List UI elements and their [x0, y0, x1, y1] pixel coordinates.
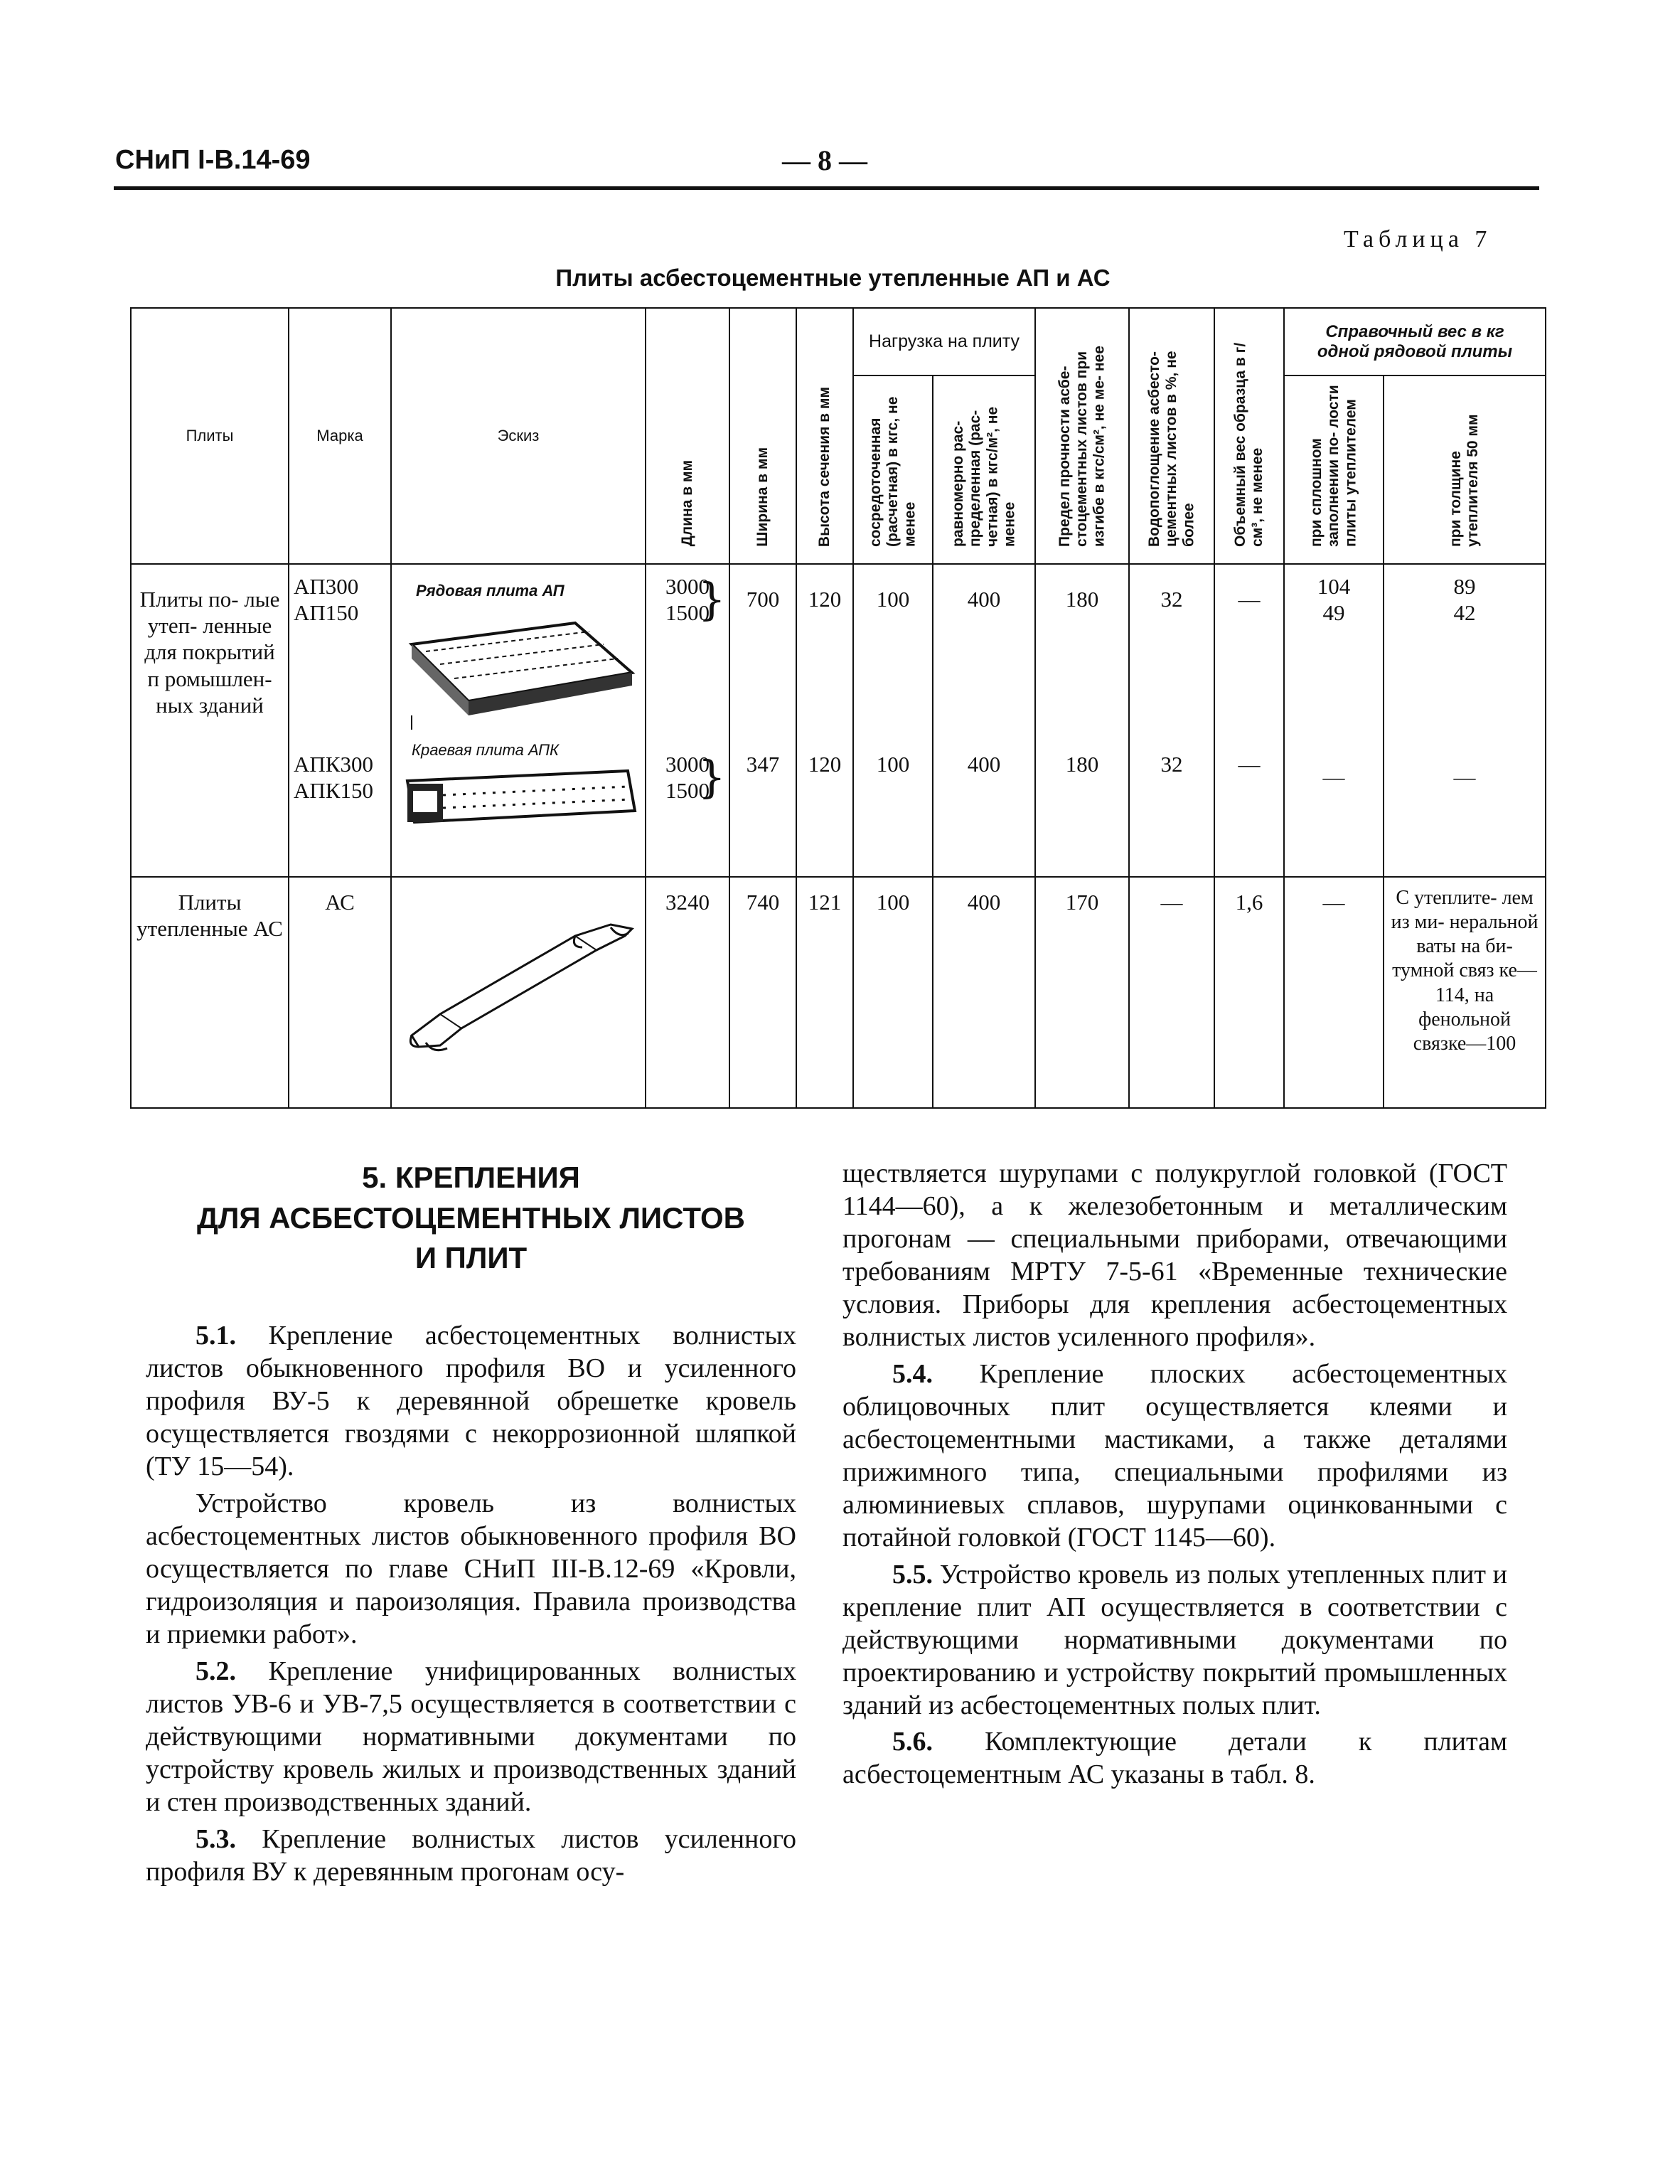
- paragraph-5-2: [146, 1656, 796, 1819]
- len-ap300: 3000: [665, 574, 710, 599]
- sketch-apk-drawing: [400, 767, 642, 845]
- paragraph-5-5: [842, 1559, 1507, 1722]
- header-width: Ширина в мм: [729, 308, 796, 564]
- section-heading-line3: И ПЛИТ: [414, 1241, 528, 1275]
- header-height: Высота сечения в мм: [796, 308, 853, 564]
- left-column: [146, 1158, 796, 1889]
- mark-ap300: АП300: [294, 574, 359, 599]
- para-5-4-text: Крепление плоских асбестоцементных облицовочных плит осуществляется клеями и асбестоцементными мастиками, а также деталями прижимного типа, специальными профилями из алюминиевых сплавов, шурупами оцинкованными с потайной головкой (ГОСТ 1145—60).: [842, 1358, 1508, 1552]
- loadc-ap: 100: [876, 587, 910, 612]
- mark-apk150: АПК150: [294, 778, 373, 804]
- paragraph-5-4: [842, 1358, 1507, 1555]
- width-apk: 347: [746, 752, 780, 777]
- section-heading: [146, 1158, 796, 1279]
- header-length: Длина в мм: [646, 308, 729, 564]
- row-ap-sketches: [391, 564, 646, 877]
- row-ap-width: [729, 564, 796, 877]
- loadc-apk: 100: [876, 752, 910, 777]
- row-as-density: 1,6: [1214, 877, 1284, 1108]
- row-as-strength: 170: [1035, 877, 1129, 1108]
- row-ap-load-conc: [853, 564, 933, 877]
- water-ap: 32: [1160, 587, 1183, 612]
- wf-ap300: 104: [1317, 574, 1351, 599]
- width-ap: 700: [746, 587, 780, 612]
- document-code: СНиП I-В.14-69: [115, 145, 311, 175]
- mark-ap150: АП150: [294, 600, 359, 626]
- header-weight-full: при сплошном заполнении по- лости плиты утеплителем: [1284, 375, 1384, 564]
- sketch-ap-caption: Рядовая плита АП: [416, 582, 565, 600]
- para-5-1-number: 5.1.: [196, 1321, 236, 1351]
- row-ap-density: [1214, 564, 1284, 877]
- row-ap-marks: [289, 564, 391, 877]
- dens-apk: —: [1238, 752, 1261, 777]
- para-5-3-text: Крепление волнистых листов усиленного профиля ВУ к деревянным прогонам осу-: [146, 1823, 797, 1887]
- row-ap-height: [796, 564, 853, 877]
- paragraph-5-3-continuation: ществляется шурупами с полукруглой головкой (ГОСТ 1144—60), а к железобетонным и металлическим прогонам — специальными приборами, отвечающими требованиям МРТУ 7-5-61 «Временные технические условия. Приборы для крепления асбестоцементных волнистых листов усиленного профиля».: [842, 1158, 1507, 1352]
- row-ap-strength: [1035, 564, 1129, 877]
- len-ap150: 1500: [665, 600, 710, 626]
- len-apk150: 1500: [665, 778, 710, 804]
- row-as-water: —: [1129, 877, 1214, 1108]
- wf-ap150: 49: [1322, 600, 1345, 626]
- loadd-apk: 400: [967, 752, 1001, 777]
- table-number: Таблица 7: [1344, 226, 1492, 252]
- sketch-as-drawing: [397, 907, 639, 1071]
- paragraph-5-1: [146, 1320, 796, 1483]
- height-ap: 120: [808, 587, 842, 612]
- sketch-ap-drawing: [397, 595, 639, 737]
- row-as-height: 121: [796, 877, 853, 1108]
- w50-ap150: 42: [1453, 600, 1476, 626]
- row-as-load-dist: 400: [933, 877, 1035, 1108]
- header-water: Водопоглощение асбесто- цементных листов в %, не более: [1129, 308, 1214, 564]
- para-5-4-number: 5.4.: [892, 1358, 933, 1389]
- table-row-ap: [131, 564, 1546, 877]
- para-5-6-number: 5.6.: [892, 1727, 933, 1757]
- header-row-1: [131, 308, 1546, 375]
- header-load-dist: равномерно рас- пределенная (рас- четная) в кгс/м², не менее: [933, 375, 1035, 564]
- header-weight-50: при толщине утеплителя 50 мм: [1384, 375, 1546, 564]
- w50-ap300: 89: [1453, 574, 1476, 599]
- paragraph-5-1b: Устройство кровель из волнистых асбестоцементных листов обыкновенного профиля ВО осуществляется по главе СНиП III-В.12-69 «Кровли, гидроизоляция и пароизоляция. Правила производства и приемки работ».: [146, 1488, 796, 1649]
- plates-table: [130, 307, 1546, 1109]
- len-apk300: 3000: [665, 752, 710, 777]
- para-5-6-text: Комплектующие детали к плитам асбестоцементным АС указаны в табл. 8.: [842, 1727, 1507, 1790]
- mark-apk300: АПК300: [294, 752, 373, 777]
- paragraph-5-6: [842, 1726, 1507, 1791]
- dens-ap: —: [1238, 587, 1261, 612]
- page-number: — 8 —: [782, 144, 867, 176]
- header-strength: Предел прочности асбе- стоцементных листов при изгибе в кгс/см², не ме- нее: [1035, 308, 1129, 564]
- water-apk: 32: [1160, 752, 1183, 777]
- row-ap-weight-full: [1284, 564, 1384, 877]
- section-heading-line1: 5. КРЕПЛЕНИЯ: [362, 1161, 580, 1194]
- sketch-apk-caption: Краевая плита АПК: [412, 741, 560, 759]
- header-sketch: Эскиз: [391, 308, 646, 564]
- row-ap-name: Плиты по- лые утеп- ленные для покрытий п ромышлен- ных зданий: [131, 564, 289, 877]
- header-density: Объемный вес образца в г/см³, не менее: [1214, 308, 1284, 564]
- row-as-weight-full: —: [1284, 877, 1384, 1108]
- row-as-load-conc: 100: [853, 877, 933, 1108]
- row-ap-weight-50: [1384, 564, 1546, 877]
- str-apk: 180: [1065, 752, 1099, 777]
- row-as-length: 3240: [646, 877, 729, 1108]
- para-5-2-text: Крепление унифицированных волнистых листов УВ-6 и УВ-7,5 осуществляется в соответствии с действующими нормативными документами по устройству кровель жилых и производственных зданий и стен производственных зданий.: [146, 1656, 796, 1817]
- loadd-ap: 400: [967, 587, 1001, 612]
- header-load-group: Нагрузка на плиту: [853, 308, 1035, 375]
- w50-apk: —: [1453, 765, 1476, 789]
- row-as-sketch: [391, 877, 646, 1108]
- sketch-ap: [392, 580, 645, 737]
- row-as-weight-50: С утеплите- лем из ми- неральной ваты на би- тумной связ ке—114, на фенольной связке—100: [1384, 877, 1546, 1108]
- str-ap: 180: [1065, 587, 1099, 612]
- row-ap-water: [1129, 564, 1214, 877]
- table-title: [0, 265, 1680, 292]
- para-5-5-text: Устройство кровель из полых утепленных плит и крепление плит АП осуществляется в соответствии с действующими нормативными документами по проектированию и устройству покрытий промышленных зданий из асбестоцементных полых плит.: [842, 1559, 1508, 1720]
- header-mark: Марка: [289, 308, 391, 564]
- table-title-text: Плиты асбестоцементные утепленные АП и АС: [555, 265, 1111, 291]
- para-5-5-number: 5.5.: [892, 1559, 933, 1589]
- header-rule: [114, 186, 1539, 190]
- brace-icon: }: [697, 573, 726, 625]
- header-weight-group: Справочный вес в кг одной рядовой плиты: [1284, 308, 1546, 375]
- brace-icon: }: [697, 751, 726, 803]
- row-ap-load-dist: [933, 564, 1035, 877]
- height-apk: 120: [808, 752, 842, 777]
- para-5-2-number: 5.2.: [196, 1656, 236, 1686]
- section-heading-line2: ДЛЯ АСБЕСТОЦЕМЕНТНЫХ ЛИСТОВ: [197, 1200, 745, 1235]
- header-load-conc: сосредоточенная (расчетная) в кгс, не менее: [853, 375, 933, 564]
- paragraph-5-3: [146, 1823, 796, 1889]
- row-as-name: Плиты утепленные АС: [131, 877, 289, 1108]
- row-as-mark: АС: [289, 877, 391, 1108]
- para-5-1-text: Крепление асбестоцементных волнистых листов обыкновенного профиля ВО и усиленного профиля ВУ-5 к деревянной обрешетке кровель осуществляется гвоздями с некоррозионной шляпкой (ТУ 15—54).: [146, 1321, 796, 1481]
- wf-apk: —: [1322, 765, 1345, 789]
- sketch-apk: [392, 737, 645, 851]
- row-ap-length: [646, 564, 729, 877]
- row-as-width: 740: [729, 877, 796, 1108]
- para-5-3-number: 5.3.: [196, 1823, 236, 1854]
- header-plates: Плиты: [131, 308, 289, 564]
- table-row-as: [131, 877, 1546, 1108]
- right-column: [842, 1158, 1507, 1791]
